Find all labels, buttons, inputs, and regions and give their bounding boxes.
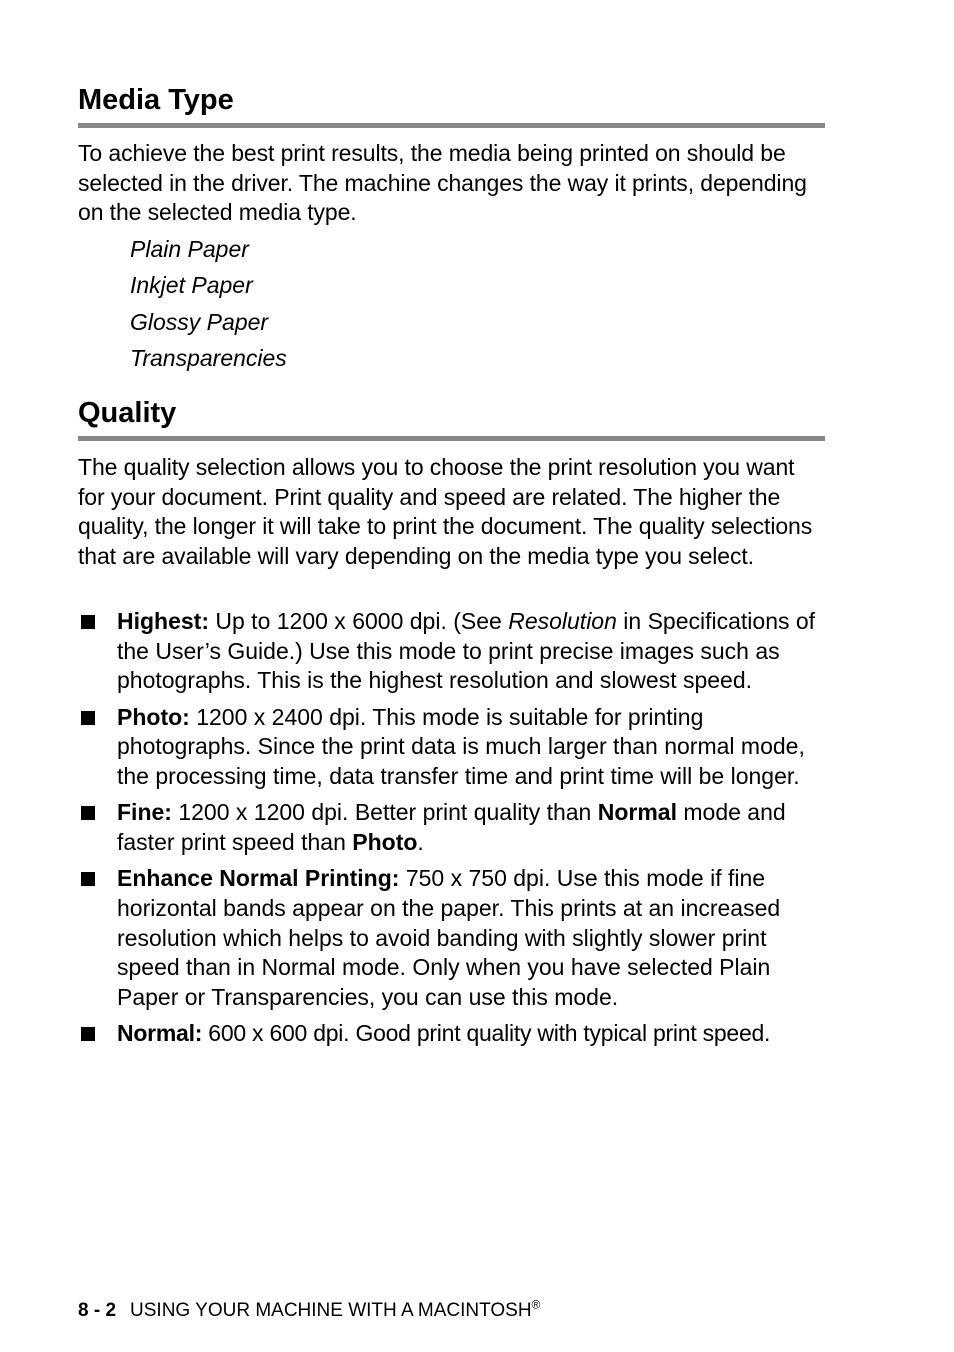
option-text: mode and faster print speed than: [117, 799, 786, 855]
option-label: Photo:: [117, 703, 190, 730]
bullet-square-icon: [81, 711, 95, 725]
option-label: Enhance Normal Printing:: [117, 865, 400, 892]
option-text: 600 x 600 dpi. Good print quality with typical print speed.: [202, 1020, 771, 1047]
bullet-square-icon: [81, 872, 95, 886]
quality-heading-rule: [78, 436, 825, 441]
option-label: Fine:: [117, 799, 172, 826]
media-type-heading-rule: [78, 123, 825, 128]
option-bold-ref: Normal: [597, 799, 677, 826]
option-text: Up to 1200 x 6000 dpi. (See: [209, 608, 509, 634]
page-number: 8 - 2: [78, 1300, 117, 1321]
option-text: .: [417, 828, 424, 855]
page-footer: [78, 1299, 540, 1323]
option-text: 1200 x 2400 dpi. This mode is suitable for printing photographs. Since the print data is much larger than normal mode, the processing time, data transfer time and print time will be longer.: [117, 703, 805, 790]
option-italic-ref: Resolution: [508, 608, 617, 634]
option-label: Normal:: [117, 1020, 203, 1047]
media-type-option: Inkjet Paper: [130, 272, 253, 299]
media-type-option: Glossy Paper: [130, 308, 269, 335]
media-type-heading: Media Type: [78, 84, 234, 116]
option-text: 1200 x 1200 dpi. Better print quality than: [171, 799, 598, 826]
bullet-square-icon: [81, 615, 95, 629]
media-type-option: Transparencies: [130, 344, 287, 371]
media-type-option: Plain Paper: [130, 236, 249, 262]
option-text: in Specifications of the User’s Guide.) Use this mode to print precise images such as photographs. This is the highest resolution and slowest speed.: [117, 608, 816, 694]
option-label: Highest:: [117, 608, 209, 634]
quality-heading: Quality: [78, 397, 177, 429]
bullet-square-icon: [81, 806, 95, 820]
footer-title: USING YOUR MACHINE WITH A MACINTOSH: [130, 1300, 532, 1321]
media-type-intro: To achieve the best print results, the media being printed on should be selected in the driver. The machine changes the way it prints, depending on the selected media type.: [78, 140, 807, 225]
quality-options-list: [78, 607, 830, 1055]
quality-option-fine: [78, 798, 830, 857]
option-text: 750 x 750 dpi. Use this mode if fine horizontal bands appear on the paper. This prints at an increased resolution which helps to avoid banding with slightly slower print speed than in Normal mode. Only when you have selected Plain Paper or Transparencies, you can use this mode.: [117, 865, 781, 1010]
option-bold-ref: Photo: [352, 828, 418, 855]
quality-option-enhance-normal: [78, 864, 830, 1013]
quality-option-photo: [78, 703, 830, 792]
quality-intro: The quality selection allows you to choose the print resolution you want for your document. Print quality and speed are related. The higher the quality, the longer it will take to print the document. The quality selections that are available will vary depending on the media type you select.: [78, 454, 813, 569]
bullet-square-icon: [81, 1027, 95, 1041]
media-type-list: [78, 231, 287, 376]
quality-option-normal: [78, 1019, 830, 1049]
registered-mark: ®: [531, 1297, 541, 1312]
quality-option-highest: [78, 607, 830, 696]
